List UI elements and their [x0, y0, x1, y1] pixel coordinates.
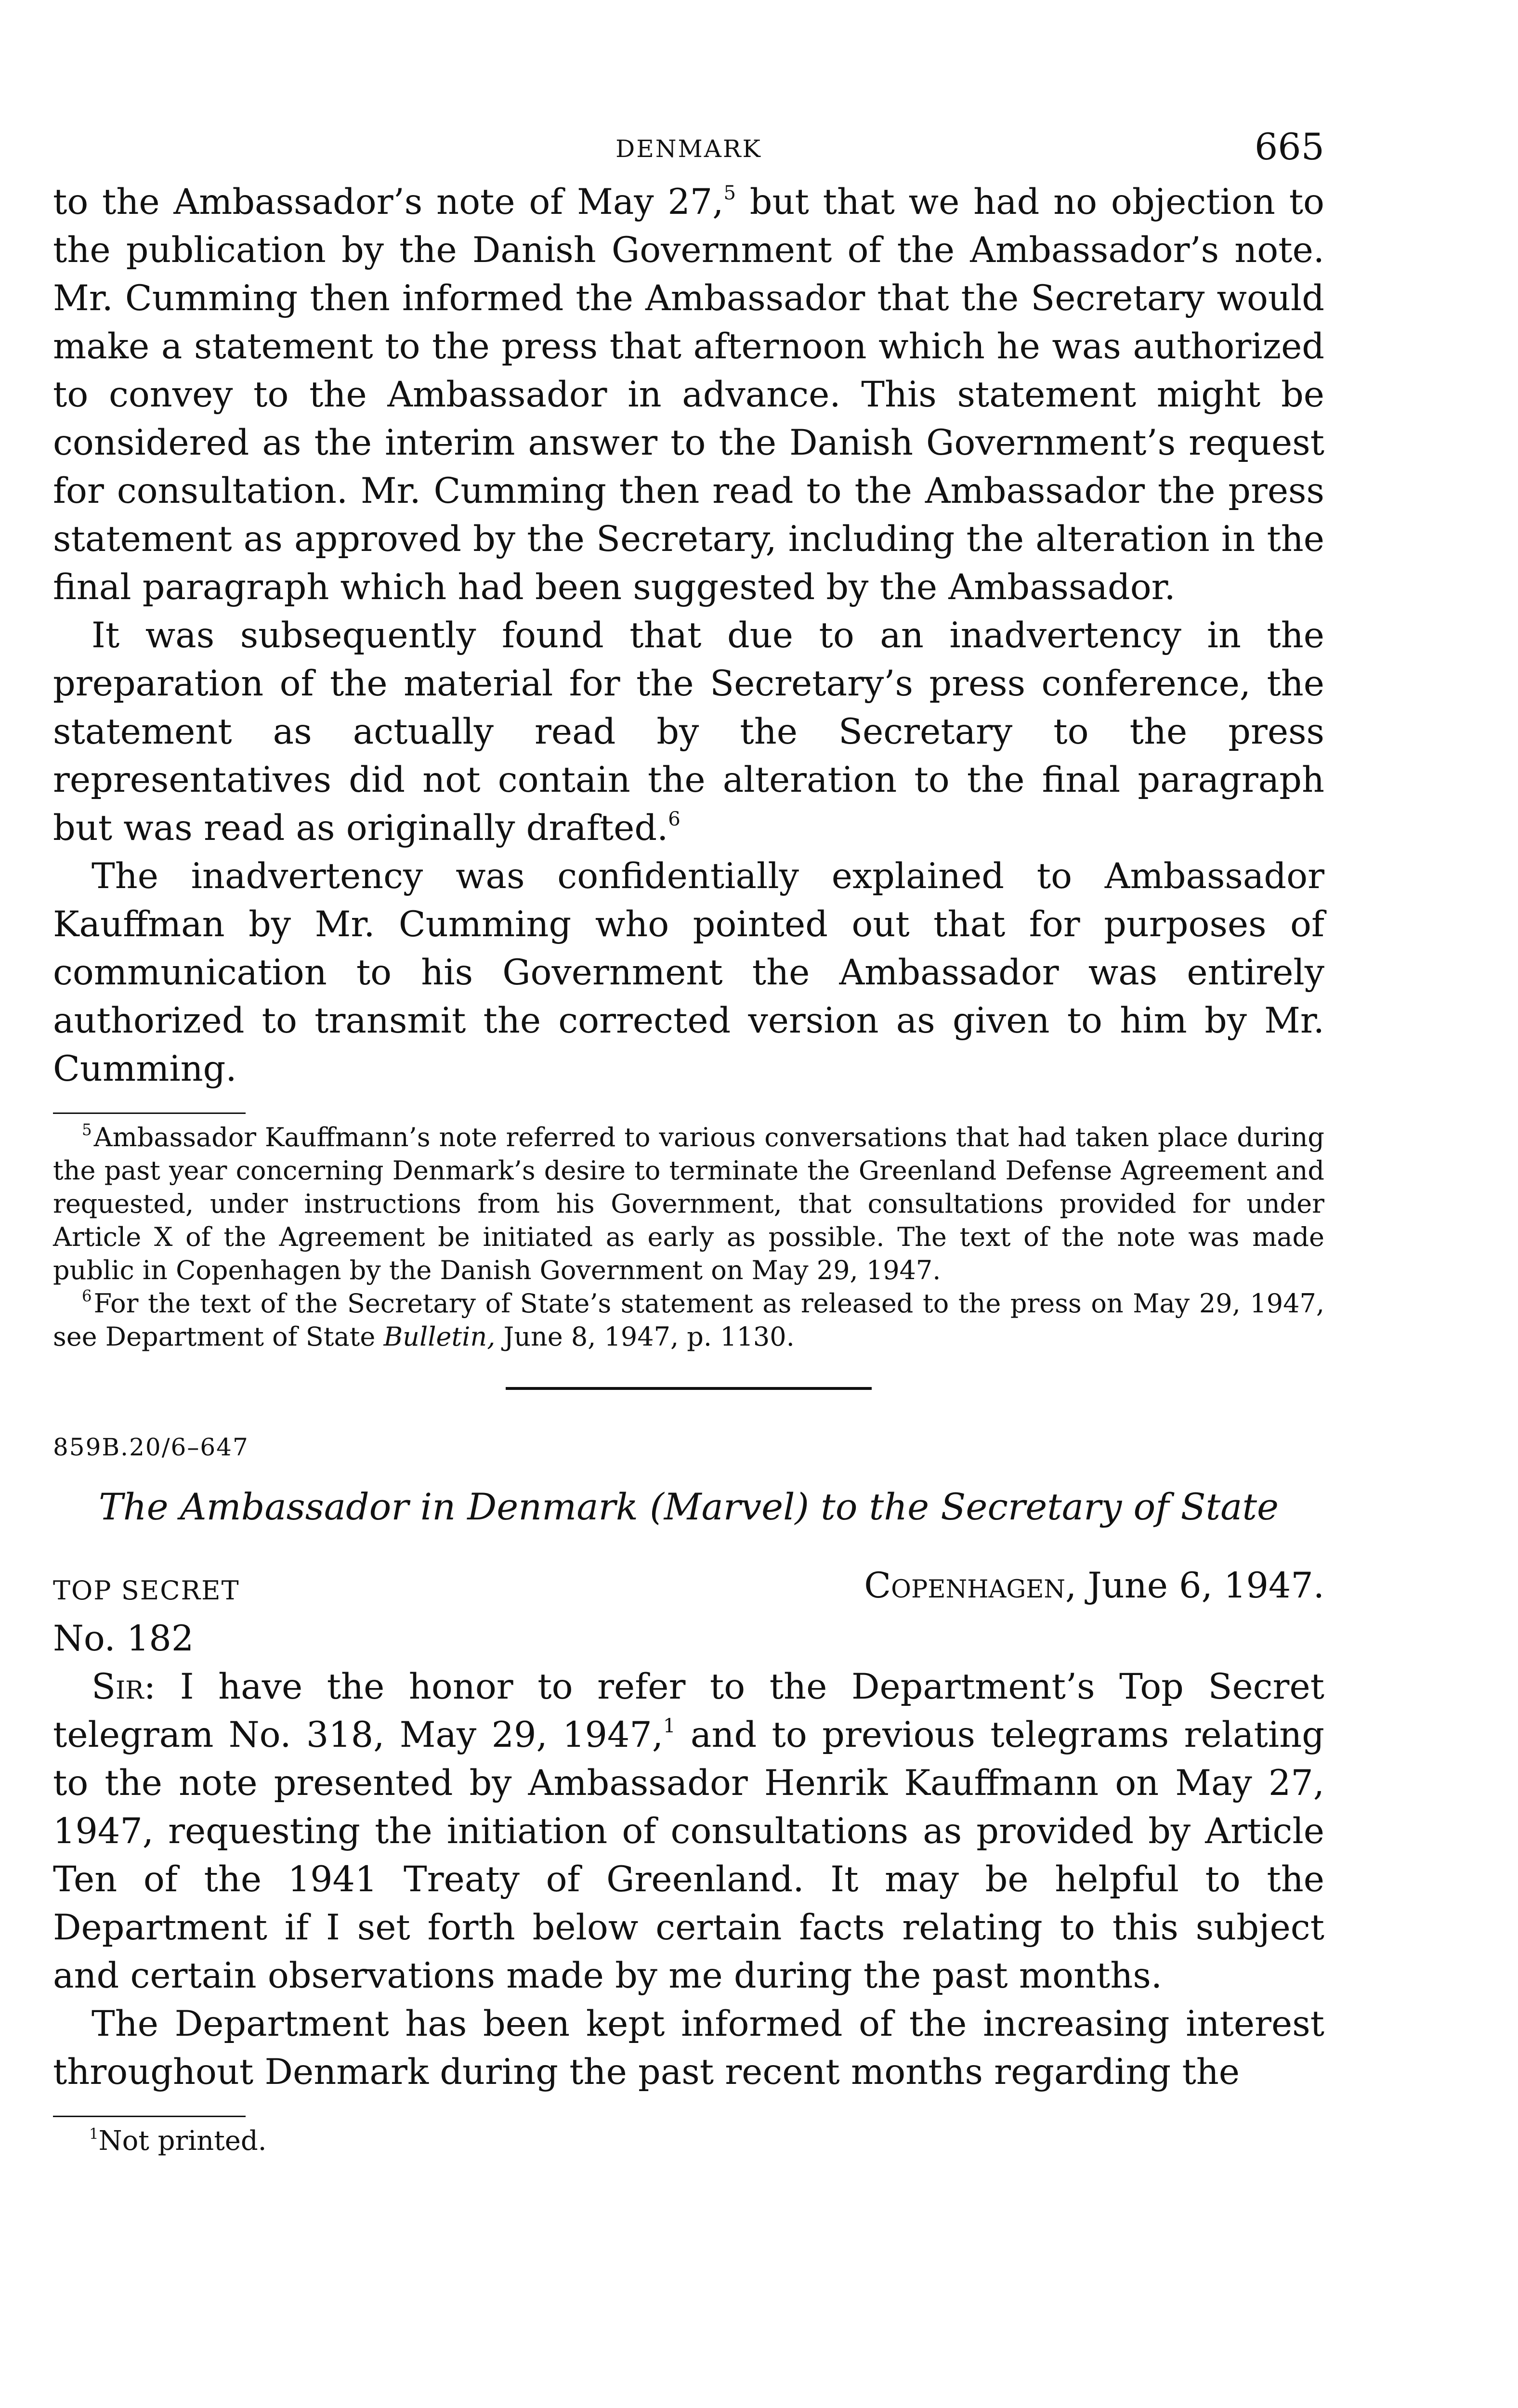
- paragraph: to the Ambassador’s note of May 27,$^5$ but that we had no objection to the publication by the Danish Government of the Ambassador’s note. Mr. Cumming then informed the Ambassador that the Secretary would make a statement to the press that afternoon which he was authorized to convey to the Ambassador in advance. This statement might be considered as the interim answer to the Danish Government’s request for consultation. Mr. Cumming then read to the Ambassador the press statement as approved by the Secretary, including the alteration in the final paragraph which had been suggested by the Ambassador.: [53, 182, 1324, 608]
- document-title: The Ambassador in Denmark (Marvel) to the Secretary of State: [99, 1485, 1279, 1528]
- footnote-divider: [53, 2116, 246, 2117]
- paragraph: The Department has been kept informed of the increasing interest throughout Denmark during the past recent months regarding the: [53, 2003, 1324, 2093]
- paragraph: The inadvertency was confidentially explained to Ambassador Kauffman by Mr. Cumming who pointed out that for purposes of communication to his Government the Ambassador was entirely authorized to transmit the corrected version as given to him by Mr. Cumming.: [53, 856, 1324, 1089]
- footnote-reference: 6: [668, 808, 680, 830]
- continuation-text: [53, 178, 1324, 1093]
- letter-text: [53, 1663, 1324, 2096]
- footnote: $^1$Not printed.: [89, 2125, 267, 2157]
- footnote: $^5$Ambassador Kauffmann’s note referred to various conversations that had taken place during the past year concerning Denmark’s desire to terminate the Greenland Defense Agreement and requested, under instructions from his Government, that consultations provided for under Article X of the Agreement be initiated as early as possible. The text of the note was made public in Copenhagen by the Danish Government on May 29, 1947.: [53, 1121, 1324, 1285]
- footnote-reference: 1: [663, 1714, 676, 1737]
- page-number: 665: [1254, 125, 1324, 168]
- running-title: DENMARK: [615, 135, 762, 163]
- salutation: Sir: [92, 1666, 144, 1707]
- footnote-reference: 5: [723, 182, 736, 204]
- running-head: [53, 120, 1324, 178]
- footnotes: [53, 1121, 1324, 1353]
- paragraph: It was subsequently found that due to an inadvertency in the preparation of the material for the Secretary’s press conference, the statement as actually read by the Secretary to the press representatives did not contain the alteration to the final paragraph but was read as originally drafted.$^6$: [53, 615, 1324, 849]
- section-divider: [506, 1387, 872, 1390]
- document-meta: [53, 1562, 1324, 1615]
- footnote-divider: [53, 1112, 246, 1114]
- footnote: $^6$For the text of the Secretary of State’s statement as released to the press on May 29, 1947, see Department of State Bulletin, June 8, 1947, p. 1130.: [53, 1287, 1324, 1352]
- document-number: No. 182: [53, 1618, 194, 1659]
- document-page: [53, 120, 1324, 2159]
- paragraph: Sir: I have the honor to refer to the Department’s Top Secret telegram No. 318, May 29, 1947,$^1$ and to previous telegrams relating to the note presented by Ambassador Henrik Kauffmann on May 27, 1947, requesting the initiation of consultations as provided by Article Ten of the 1941 Treaty of Greenland. It may be helpful to the Department if I set forth below certain facts relating to this subject and certain observations made by me during the past months.: [53, 1666, 1324, 1996]
- classification-label: TOP SECRET: [53, 1575, 240, 1606]
- place-date: Copenhagen, June 6, 1947.: [864, 1565, 1324, 1606]
- file-number: 859B.20/6–647: [53, 1433, 249, 1461]
